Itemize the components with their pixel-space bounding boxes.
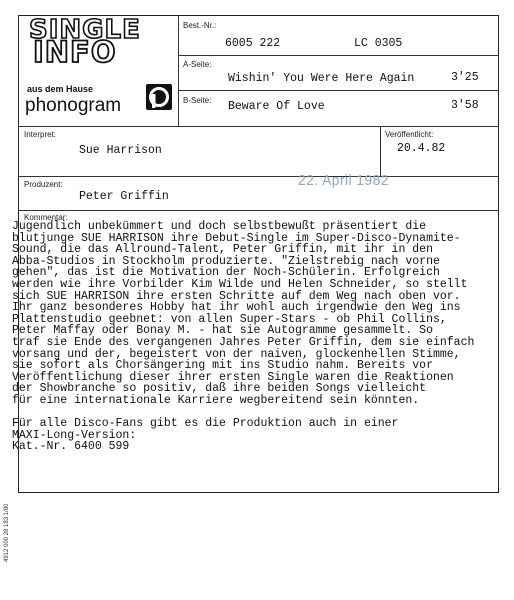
best-nr-value: 6005 222: [225, 37, 281, 50]
phonogram-p-logo-icon: [146, 84, 172, 110]
logo-brand-text: phonogram: [25, 95, 122, 116]
rule-under-header: [19, 126, 498, 127]
label-comment: Kommentar:: [24, 213, 68, 222]
lc-value: LC 0305: [354, 37, 403, 50]
producer-value: Peter Griffin: [79, 190, 169, 203]
b-side-time: 3'58: [451, 99, 479, 112]
b-side-title: Beware Of Love: [228, 100, 325, 113]
label-a-side: A-Seite:: [183, 60, 212, 69]
rule-under-interpret: [19, 176, 498, 177]
comment-text: Jugendlich unbekümmert und doch selbstbewußt präsentiert die blutjunge SUE HARRISON ihre Debut-Single im Super-Disco-Dynamite- Sound, die das Allround-Talent, Peter Griffin, mit ihr in den Abba-Studios in Stockholm produzierte. "Zielstrebig nach vorne gehen", das ist die Motivation der Noch-Schülerin. Erfolgreich werden wie ihre Vorbilder Kim Wilde und Helen Schneider, so stellt sich SUE HARRISON ihre ersten Schritte auf dem Weg nach oben vor. Ihr ganz besonderes Hobby hat ihr wohl auch irgendwie den Weg ins Plattenstudio geebnet: von allen Super-Stars - ob Phil Collins, Peter Maffay oder Bonay M. - hat sie Autogramme gesammelt. So traf sie Ende des vergangenen Jahres Peter Griffin, dem sie einfach vorsang und der, begeistert von der naiven, glockenhellen Stimme, sie sofort als Chorsängering mit ins Studio nahm. Bereits vor Veröffentlichung dieser ihrer ersten Single waren die Reaktionen der Showbranche so positiv, daß ihre beiden Songs vielleicht für eine internationale Karriere wegbereitend sein könnten. Für alle Disco-Fans gibt es die Produktion auch in einer MAXI-Long-Version: Kat.-Nr. 6400 599: [12, 220, 475, 454]
a-side-title: Wishin' You Were Here Again: [228, 72, 415, 85]
release-divider: [380, 126, 381, 176]
logo-info-text: INFO: [33, 35, 117, 69]
logo-single-text: SINGLE: [29, 15, 141, 45]
rule-under-producer: [19, 210, 498, 211]
logo-divider: [178, 16, 179, 127]
release-date: 20.4.82: [397, 142, 446, 155]
received-date-stamp: 22. April 1982: [298, 172, 389, 189]
rule-under-best-nr: [178, 55, 498, 56]
label-b-side: B-Seite:: [183, 96, 212, 105]
logo-house-text: aus dem Hause: [27, 84, 94, 94]
rule-under-a-side: [178, 90, 498, 91]
label-release: Veröffentlicht:: [385, 130, 434, 139]
label-producer: Produzent:: [24, 180, 63, 189]
label-interpret: Interpret:: [24, 130, 57, 139]
label-best-nr: Best.-Nr.:: [183, 21, 217, 30]
a-side-time: 3'25: [451, 71, 479, 84]
side-print-code: 4912 000 28 183 1/80: [4, 503, 10, 562]
interpret-value: Sue Harrison: [79, 144, 162, 157]
